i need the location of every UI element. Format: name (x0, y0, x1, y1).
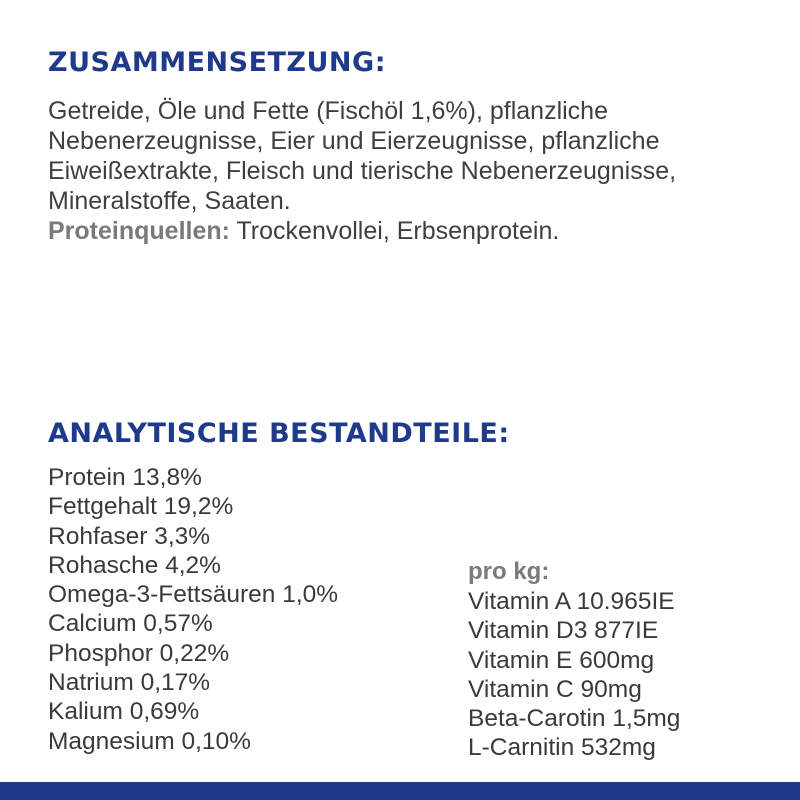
vitamin-item-d3: Vitamin D3 877IE (468, 617, 659, 645)
composition-heading: ZUSAMMENSETZUNG: (48, 47, 386, 78)
analytics-item-sodium: Natrium 0,17% (48, 669, 211, 697)
vitamin-item-beta-carotin: Beta-Carotin 1,5mg (468, 705, 681, 733)
analytics-item-fat: Fettgehalt 19,2% (48, 493, 234, 521)
vitamin-item-a: Vitamin A 10.965IE (468, 588, 675, 615)
analytics-item-magnesium: Magnesium 0,10% (48, 727, 251, 755)
vitamin-item-l-carnitin: L-Carnitin 532mg (468, 734, 656, 762)
per-kg-label: pro kg: (468, 558, 550, 585)
analytics-item-protein: Protein 13,8% (48, 464, 202, 491)
protein-sources-text: Trockenvollei, Erbsenprotein. (229, 217, 560, 245)
analytics-item-potassium: Kalium 0,69% (48, 698, 200, 726)
vitamin-item-c: Vitamin C 90mg (468, 675, 642, 703)
analytics-item-fiber: Rohfaser 3,3% (48, 522, 211, 550)
analytics-item-calcium: Calcium 0,57% (48, 610, 213, 638)
analytics-item-omega3: Omega-3-Fettsäuren 1,0% (48, 581, 339, 609)
analytics-item-phosphor: Phosphor 0,22% (48, 639, 230, 667)
bottom-brand-bar (0, 782, 800, 800)
composition-text: Getreide, Öle und Fette (Fischöl 1,6%), pflanzliche Nebenerzeugnisse, Eier und Eierzeugnisse, pflanzliche Eiweißextrakte, Fleisch und tierische Nebenerzeugnisse, Mineralstoffe, Saaten. (48, 97, 677, 215)
composition-paragraph (48, 96, 768, 246)
protein-sources-label: Proteinquellen: (48, 217, 230, 245)
vitamin-item-e: Vitamin E 600mg (468, 646, 655, 674)
vitamins-list (468, 587, 680, 763)
analytics-list (48, 463, 338, 756)
analytics-item-ash: Rohasche 4,2% (48, 551, 221, 579)
analytics-heading: ANALYTISCHE BESTANDTEILE: (48, 418, 510, 449)
